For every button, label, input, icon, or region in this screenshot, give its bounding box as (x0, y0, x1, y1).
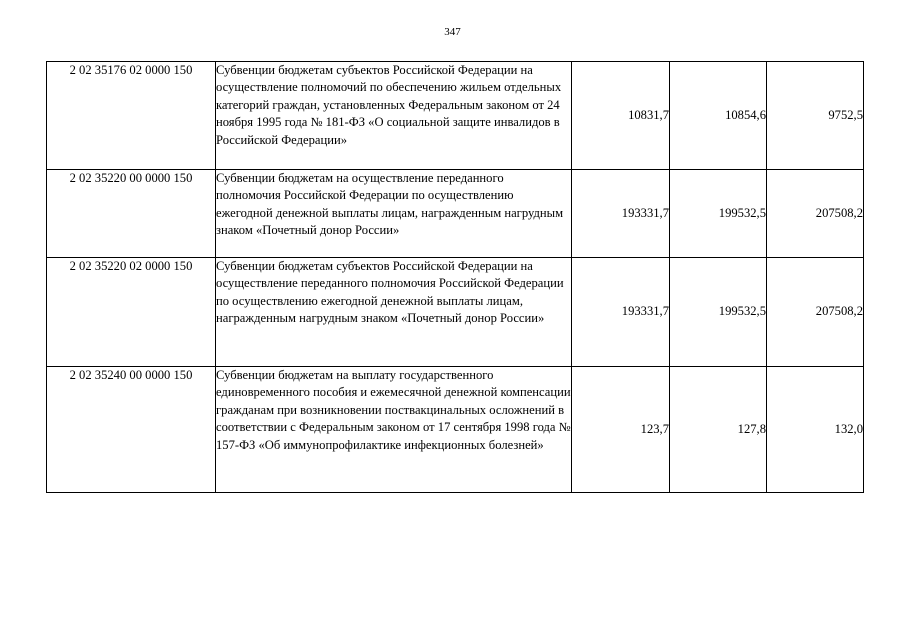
budget-table (46, 61, 864, 493)
budget-code: 2 02 35176 02 0000 150 (47, 62, 216, 170)
budget-code: 2 02 35220 00 0000 150 (47, 170, 216, 258)
row-description: Субвенции бюджетам субъектов Российской Федерации на осуществление полномочий по обеспечению жильем отдельных категорий граждан, установленных Федеральным законом от 24 ноября 1995 года № 181-ФЗ «О социальной защите инвалидов в Российской Федерации» (216, 62, 572, 170)
table-row (47, 367, 864, 493)
table-row (47, 170, 864, 258)
row-description: Субвенции бюджетам на выплату государственного единовременного пособия и ежемесячной денежной компенсации гражданам при возникновении поствакцинальных осложнений в соответствии с Федеральным законом от 17 сентября 1998 года № 157-ФЗ «Об иммунопрофилактике инфекционных болезней» (216, 367, 572, 493)
amount-year-2: 199532,5 (670, 258, 767, 367)
amount-year-1: 10831,7 (572, 62, 670, 170)
budget-code: 2 02 35220 02 0000 150 (47, 258, 216, 367)
amount-year-1: 193331,7 (572, 170, 670, 258)
row-description: Субвенции бюджетам на осуществление переданного полномочия Российской Федерации по осуществлению ежегодной денежной выплаты лицам, награжденным нагрудным знаком «Почетный донор России» (216, 170, 572, 258)
amount-year-3: 9752,5 (767, 62, 864, 170)
amount-year-2: 10854,6 (670, 62, 767, 170)
budget-code: 2 02 35240 00 0000 150 (47, 367, 216, 493)
row-description: Субвенции бюджетам субъектов Российской Федерации на осуществление переданного полномочия Российской Федерации по осуществлению ежегодной денежной выплаты лицам, награжденным нагрудным знаком «Почетный донор России» (216, 258, 572, 367)
amount-year-2: 199532,5 (670, 170, 767, 258)
amount-year-3: 207508,2 (767, 170, 864, 258)
amount-year-3: 132,0 (767, 367, 864, 493)
amount-year-2: 127,8 (670, 367, 767, 493)
table-row (47, 258, 864, 367)
amount-year-1: 193331,7 (572, 258, 670, 367)
amount-year-3: 207508,2 (767, 258, 864, 367)
page-number: 347 (444, 26, 461, 38)
table-row (47, 62, 864, 170)
amount-year-1: 123,7 (572, 367, 670, 493)
